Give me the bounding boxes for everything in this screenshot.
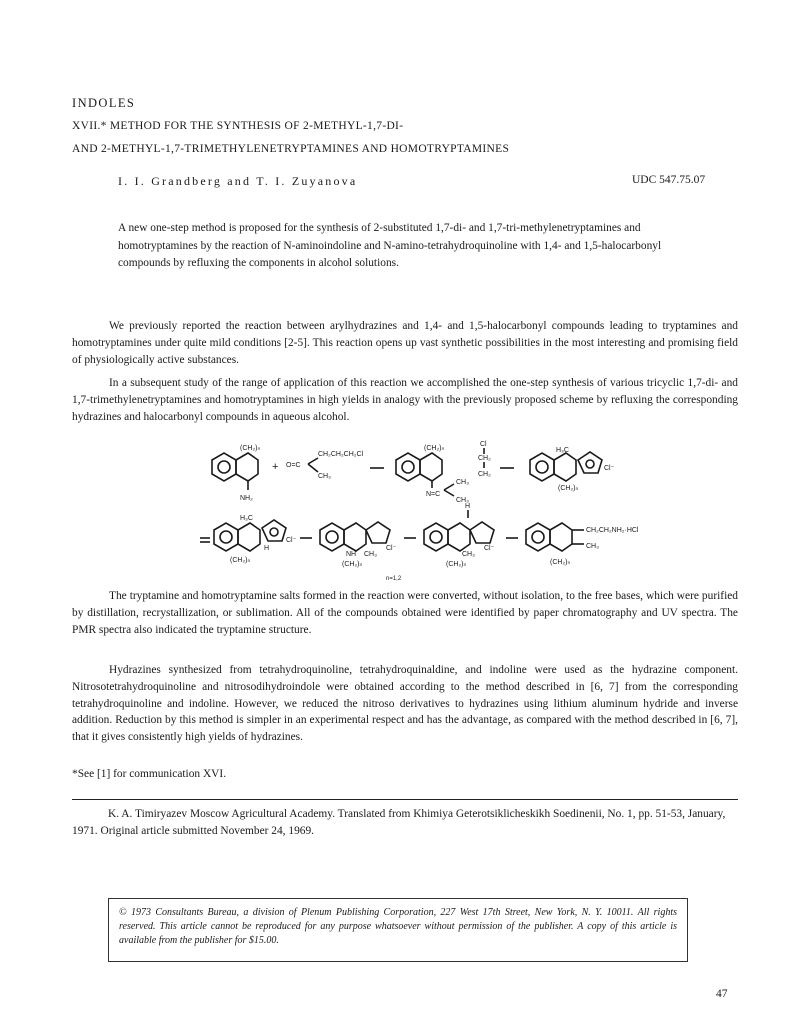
paragraph-2-text: In a subsequent study of the range of application of this reaction we accomplished the one-step synthesis of various tricyclic 1,7-di- and 1,7-trimethylenetryptamines and homotryptamines in high yields in analogy with the previously proposed scheme by refluxing the corresponding hydrazines and halocarbonyl compounds in aqueous alcohol. (72, 377, 738, 423)
udc-code: UDC 547.75.07 (632, 174, 706, 186)
footnote: *See [1] for communication XVI. (72, 768, 227, 780)
page-number: 47 (716, 988, 728, 1000)
ch2n-label-7: (CH₂)ₙ (550, 559, 571, 566)
cl-minus-label: Cl⁻ (604, 465, 615, 472)
chain-label: CH₂CH₂CH₂Cl (318, 451, 364, 458)
ch2n-label-5: (CH₂)ₙ (342, 561, 363, 568)
h-label: H (264, 545, 270, 552)
paragraph-4-text: Hydrazines synthesized from tetrahydroquinoline, tetrahydroquinaldine, and indoline were used as the hydrazine component. Nitrosotetrahydroquinoline and nitrosodihydroindole were obtained according to the method described in [6, 7] from the corresponding tetrahydroquinoline and indoline. However, we reduced the nitroso derivatives to hydrazines using lithium aluminum hydride and inverse addition. Reduction by this method is simpler in an experimental respect and has the advantage, as compared with the method described in [6, 7], that it gives consistently high yields of hydrazines. (72, 664, 738, 744)
h-label-2: H (465, 503, 471, 510)
ch3-label-2: CH₃ (456, 479, 469, 486)
paragraph-3-text: The tryptamine and homotryptamine salts formed in the reaction were converted, without isolation, to the free bases, which were purified by distillation, recrystallization, or sublimation. All of the compounds obtained were identified by paper chromatography and UV spectra. The PMR spectra also indicated the tryptamine structure. (72, 590, 738, 636)
cl-minus-label-3: Cl⁻ (386, 545, 397, 552)
nh2-label: NH₂ (240, 495, 253, 502)
nh-label: NH (346, 551, 357, 558)
article-title-line1: XVII.* METHOD FOR THE SYNTHESIS OF 2-METHYL-1,7-DI- (72, 120, 404, 132)
ch2n-label: (CH₂)ₙ (240, 445, 261, 452)
ch2n-label-6: (CH₂)ₙ (446, 561, 467, 568)
ch3-label-4: CH₃ (364, 551, 377, 558)
paragraph-3 (72, 588, 738, 638)
reagent-label: O=C (286, 462, 301, 469)
ch2-label-2: CH₂ (478, 471, 491, 478)
affiliation: K. A. Timiryazev Moscow Agricultural Academy. Translated from Khimiya Geterotsiklicheskikh Soedinenii, No. 1, pp. 51-53, January, 1971. Original article submitted November 24, 1969. (72, 808, 726, 837)
paragraph-2 (72, 375, 738, 425)
ch2-label: CH₂ (478, 455, 491, 462)
paragraph-4 (72, 662, 738, 746)
cl-label: Cl (480, 441, 487, 448)
hydrazone-label: N=C (426, 491, 441, 498)
paragraph-1-text: We previously reported the reaction between arylhydrazines and 1,4- and 1,5-halocarbonyl compounds leading to tryptamines and homotryptamines under quite mild conditions [2-5]. This reaction opens up vast synthetic possibilities in the most interesting and promising field of physiologically active substances. (72, 320, 738, 366)
series-heading: INDOLES (72, 96, 136, 110)
ch2n-label-3: (CH₂)ₙ (558, 485, 579, 492)
h3c-label-2: H₃C (240, 515, 253, 522)
ch3-label-6: CH₃ (586, 543, 599, 550)
plus-sign: + (272, 461, 279, 473)
article-title-line2: AND 2-METHYL-1,7-TRIMETHYLENETRYPTAMINES AND HOMOTRYPTAMINES (72, 143, 510, 155)
reaction-scheme (200, 438, 680, 583)
ch3-label-3: CH₃ (456, 497, 469, 504)
benzene-ring (212, 453, 236, 481)
divider-rule (72, 799, 738, 800)
product-chain-label: CH₂CH₂NH₂·HCl (586, 527, 639, 534)
ch3-label-5: CH₃ (462, 551, 475, 558)
cl-minus-label-2: Cl⁻ (286, 537, 297, 544)
n-range-label: n=1,2 (386, 576, 402, 582)
ch2n-label-2: (CH₂)ₙ (424, 445, 445, 452)
ch2n-label-4: (CH₂)ₙ (230, 557, 251, 564)
ch3-label: CH₃ (318, 473, 331, 480)
abstract: A new one-step method is proposed for the synthesis of 2-substituted 1,7-di- and 1,7-tri-methylenetryptamines and homotryptamines by the reaction of N-aminoindoline and N-amino-tetrahydroquinoline with 1,4- and 1,5-halocarbonyl compounds by refluxing the components in alcohol solutions. (118, 222, 662, 269)
cl-minus-label-4: Cl⁻ (484, 545, 495, 552)
copyright-box: © 1973 Consultants Bureau, a division of Plenum Publishing Corporation, 227 West 17th Street, New York, N. Y. 10011. All rights reserved. This article cannot be reproduced for any purpose whatsoever without permission of the publisher. A copy of this article is available from the publisher for $15.00. (108, 898, 688, 962)
paragraph-1 (72, 318, 738, 368)
authors: I. I. Grandberg and T. I. Zuyanova (118, 174, 358, 188)
saturated-ring (236, 453, 258, 481)
h3c-label: H₃C (556, 447, 569, 454)
